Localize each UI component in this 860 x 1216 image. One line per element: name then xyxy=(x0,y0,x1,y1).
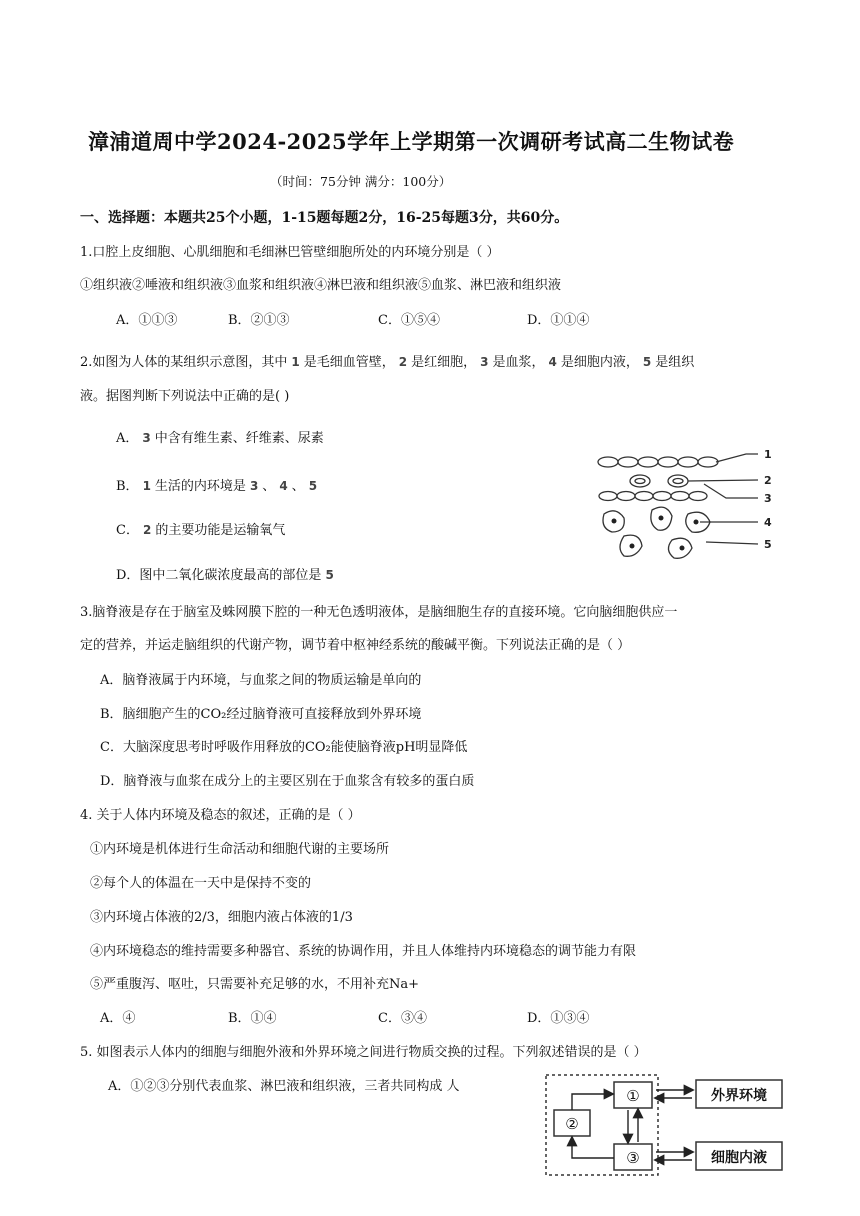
option-num: 5 xyxy=(325,568,334,582)
q4-item: ①内环境是机体进行生命活动和细胞代谢的主要场所 xyxy=(90,842,390,857)
box-1-label: ① xyxy=(626,1087,640,1105)
option-num: 2 xyxy=(142,523,152,537)
option-num: 3 xyxy=(249,479,259,493)
tissue-figure xyxy=(596,436,782,562)
q3-stem-line1: 3.脑脊液是存在于脑室及蛛网膜下腔的一种无色透明液体，是脑细胞生存的直接环境。它向脑细胞供应一 xyxy=(80,605,678,620)
q3-option-b: B．脑细胞产生的CO₂经过脑脊液可直接释放到外界环境 xyxy=(100,707,422,722)
q3-option-d: D．脑脊液与血浆在成分上的主要区别在于血浆含有较多的蛋白质 xyxy=(100,774,475,789)
figure-label: 5 xyxy=(764,538,772,551)
q4-stem: 4. 关于人体内环境及稳态的叙述，正确的是（ ） xyxy=(80,808,361,823)
q2-stem-text: 是组织 xyxy=(655,355,695,370)
option-num: 1 xyxy=(142,479,151,493)
box-2-label: ② xyxy=(565,1115,579,1133)
q2-num-2: 2 xyxy=(398,355,408,369)
q2-option-b xyxy=(116,476,321,497)
figure-label: 2 xyxy=(764,474,772,487)
q1-items: ①组织液②唾液和组织液③血浆和组织液④淋巴液和组织液⑤血浆、淋巴液和组织液 xyxy=(80,278,562,293)
q2-stem-text: 是血浆， xyxy=(492,355,545,370)
option-num: 5 xyxy=(308,479,318,493)
option-text: 生活的内环境是 xyxy=(154,479,246,494)
option-num: 3 xyxy=(142,431,151,445)
q4-option-c: C．③④ xyxy=(378,1011,427,1026)
section-heading: 一、选择题：本题共25个小题，1-15题每题2分，16-25每题3分，共60分。 xyxy=(80,210,569,226)
intracellular-fluid-label: 细胞内液 xyxy=(711,1150,767,1166)
option-num: 4 xyxy=(279,479,288,493)
q2-num-5: 5 xyxy=(642,355,652,369)
q4-option-b: B．①④ xyxy=(228,1011,277,1026)
external-environment-label: 外界环境 xyxy=(711,1088,767,1104)
q4-item: ③内环境占体液的2/3，细胞内液占体液的1/3 xyxy=(90,910,353,925)
q2-num-4: 4 xyxy=(548,355,557,369)
q1-stem: 1.口腔上皮细胞、心肌细胞和毛细淋巴管壁细胞所处的内环境分别是（ ） xyxy=(80,245,500,260)
q1-option-d: D．①①④ xyxy=(527,313,590,328)
page-title: 漳浦道周中学2024-2025学年上学期第一次调研考试高二生物试卷 xyxy=(88,129,735,154)
figure-label: 3 xyxy=(764,492,772,505)
option-text: 中含有维生素、纤维素、尿素 xyxy=(154,431,324,446)
figure-label: 4 xyxy=(764,516,772,529)
q2-stem-line1 xyxy=(80,352,694,373)
q2-stem-line2: 液。据图判断下列说法中正确的是( ) xyxy=(80,389,290,404)
q2-option-c xyxy=(116,520,285,541)
q4-item: ④内环境稳态的维持需要多种器官、系统的协调作用，并且人体维持内环境稳态的调节能力有限 xyxy=(90,944,637,959)
q2-stem-text: 是细胞内液， xyxy=(560,355,639,370)
q4-item: ⑤严重腹泻、呕吐，只需要补充足够的水，不用补充Na+ xyxy=(90,977,420,992)
q1-option-c: C．①⑤④ xyxy=(378,313,440,328)
q4-item: ②每个人的体温在一天中是保持不变的 xyxy=(90,876,312,891)
q2-option-d xyxy=(116,565,338,586)
q2-option-a xyxy=(116,428,324,449)
q2-stem-text: 2.如图为人体的某组织示意图，其中 xyxy=(80,355,288,370)
q2-num-3: 3 xyxy=(480,355,489,369)
exchange-diagram xyxy=(540,1072,788,1180)
option-label: B． xyxy=(116,479,139,494)
q3-stem-line2: 定的营养，并运走脑组织的代谢产物，调节着中枢神经系统的酸碱平衡。下列说法正确的是（ ） xyxy=(80,638,631,653)
option-sep: 、 xyxy=(291,479,305,494)
q3-option-c: C．大脑深度思考时呼吸作用释放的CO₂能使脑脊液pH明显降低 xyxy=(100,740,468,755)
q2-num-1: 1 xyxy=(291,355,300,369)
q2-stem-text: 是红细胞， xyxy=(411,355,477,370)
figure-label: 1 xyxy=(764,448,772,461)
q4-option-a: A．④ xyxy=(100,1011,136,1026)
q1-option-b: B．②①③ xyxy=(228,313,290,328)
q3-option-a: A．脑脊液属于内环境，与血浆之间的物质运输是单向的 xyxy=(100,673,422,688)
option-sep: 、 xyxy=(262,479,276,494)
q5-stem: 5. 如图表示人体内的细胞与细胞外液和外界环境之间进行物质交换的过程。下列叙述错误的是（ ） xyxy=(80,1045,647,1060)
q5-option-a: A．①②③分别代表血浆、淋巴液和组织液，三者共同构成 人 xyxy=(108,1079,460,1094)
option-label: C． xyxy=(116,523,139,538)
q2-stem-text: 是毛细血管壁， xyxy=(303,355,395,370)
option-label: A． xyxy=(116,431,139,446)
box-3-label: ③ xyxy=(626,1149,640,1167)
q4-option-d: D．①③④ xyxy=(527,1011,590,1026)
exam-info: （时间：75分钟 满分：100分） xyxy=(270,174,452,189)
option-text: 的主要功能是运输氧气 xyxy=(155,523,286,538)
option-text: D．图中二氧化碳浓度最高的部位是 xyxy=(116,568,322,583)
q1-option-a: A．①①③ xyxy=(116,313,178,328)
